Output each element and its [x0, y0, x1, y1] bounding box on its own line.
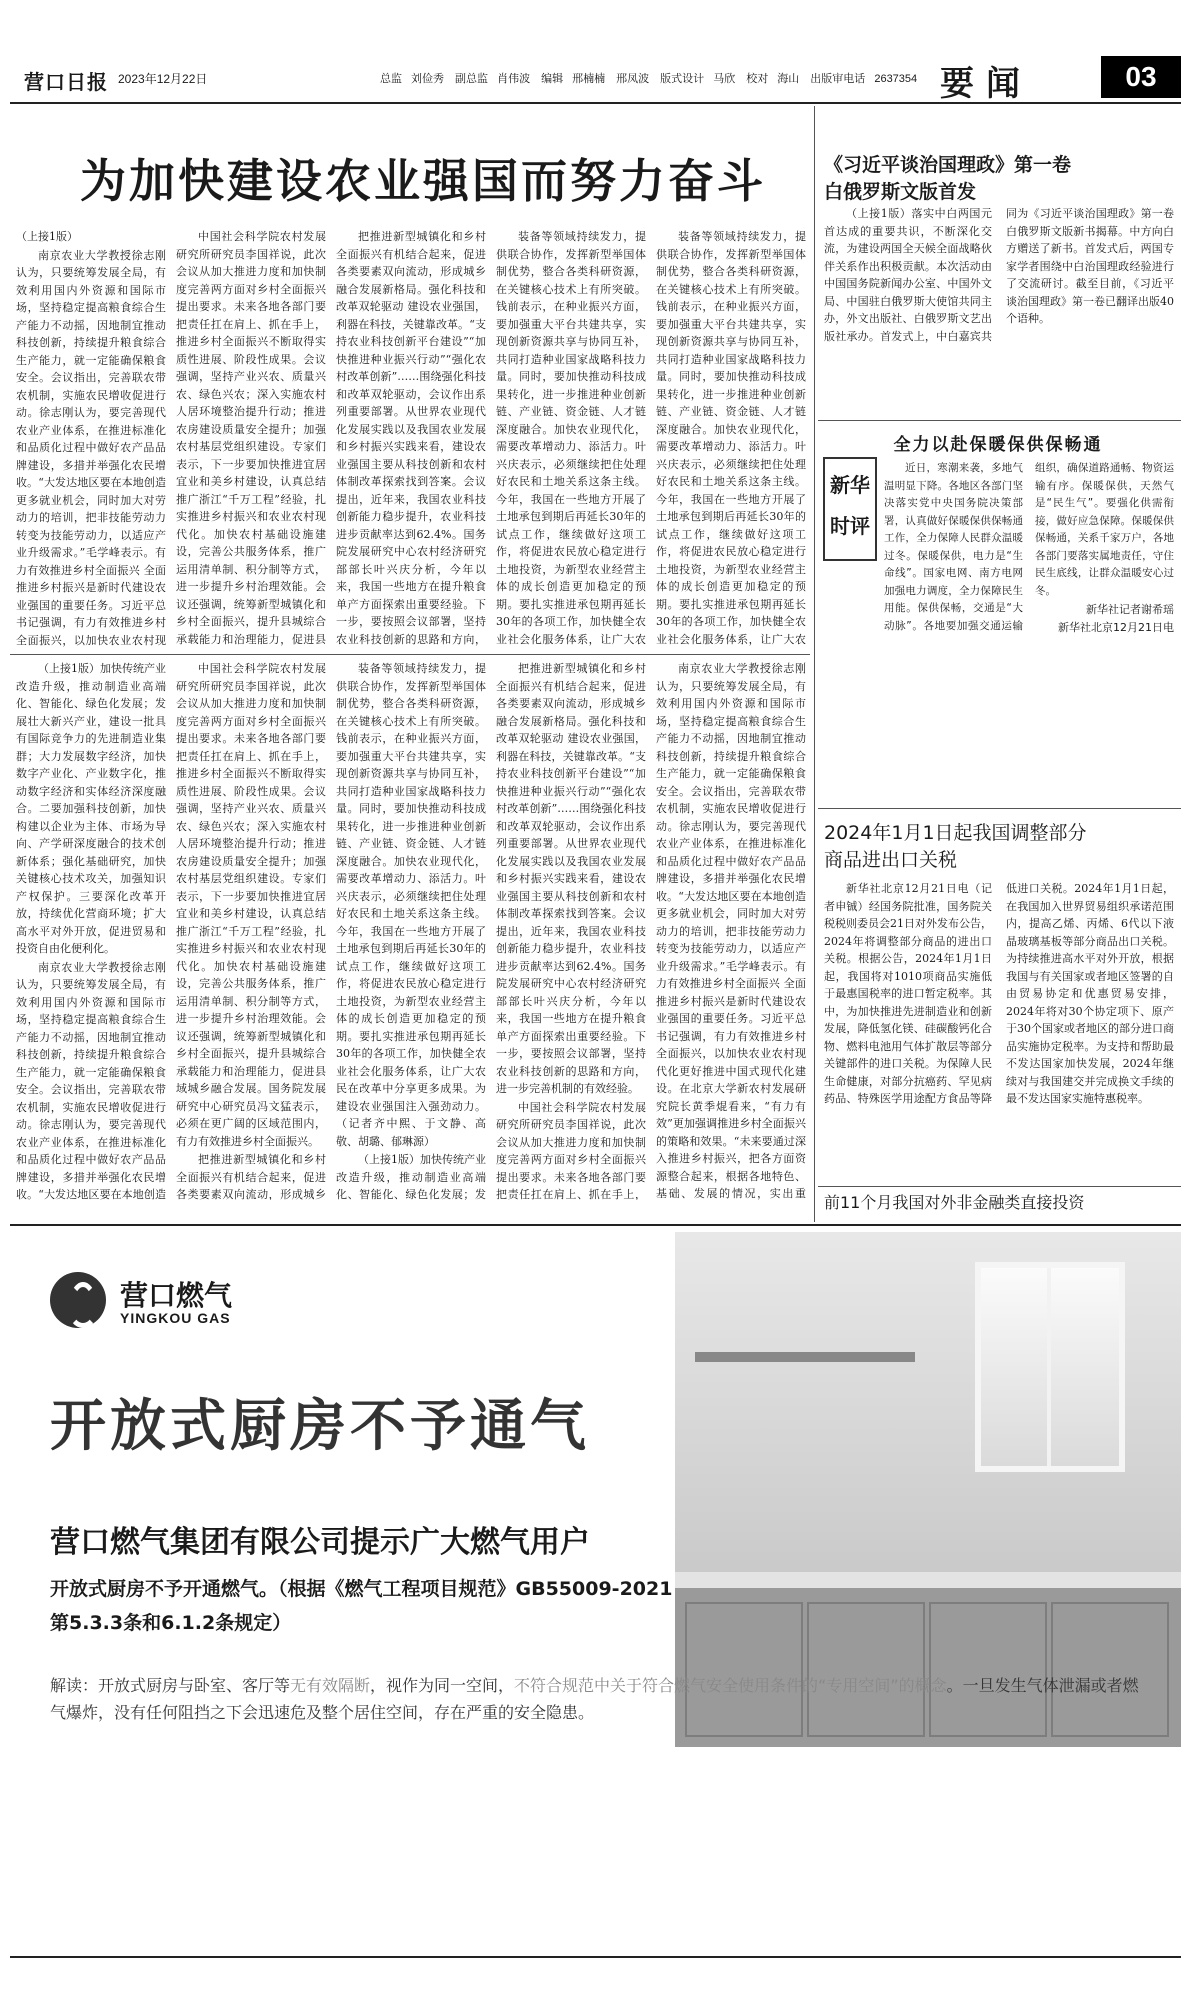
shelf-shape: [695, 1352, 915, 1362]
headline-line-2: 白俄罗斯文版首发: [824, 181, 977, 203]
article-text: 中国社会科学院农村发展研究所研究员李国祥说，此次会议从加大推进力度和加快制度完善两方面对乡村全面振兴提出要求。未来各地各部门要把责任扛在肩上、抓在手上，: [496, 1100, 646, 1200]
divider: [818, 808, 1181, 809]
article-column-5: [656, 228, 806, 648]
issue-date: 2023年12月22日: [118, 72, 208, 86]
divider: [10, 654, 810, 655]
main-headline: 为加快建设农业强国而努力奋斗: [80, 154, 766, 208]
tariff-body: [824, 880, 1174, 1180]
article-column-8: [336, 660, 486, 1200]
column-divider: [814, 106, 815, 1222]
article-text: （上接1版）加快传统产业改造升级，推动制造业高端化、智能化、绿色化发展；发: [336, 1153, 486, 1200]
article-lead: （上接1版）: [16, 230, 78, 243]
article-text: 南京农业大学教授徐志刚认为，只要统筹发展全局，有效利用国内外资源和国际市场，坚持稳定提高粮食综合生产能力不动摇，因地制宜推动科技创新，持续提升粮食综合生产能力，就一定能确保粮食安全。会议指出，完善联农带农机制，实施农民增收促进行动。徐志刚认为，要完善现代农业产业体系，在推进标准化和品质化过程中做好农产品品牌建设，多措并举强化农民增收。“大发达地区要在本地创造更多就业机会，同时加大对劳动力的培训，把非技能劳动力转变为技能劳动力，以适应产业升级需求。”毛学峰表示。有力有效推进乡村全面振兴 全面推进乡村振兴是新时代建设农业强国的重要任务。习近平总书记强调，有力有效推进乡村全面振兴，以加快农业农村现: [16, 248, 166, 647]
xinhua-commentary-badge: [823, 457, 877, 561]
right-top-headline: [824, 150, 1174, 204]
article-text: （上接1版）加快传统产业改造升级，推动制造业高端化、智能化、绿色化发展；发展壮大新兴产业，建设一批具有国际竞争力的先进制造业集群；大力发展数字经济，加快数字产业化、产业数字化，推动数字经济和实体经济深度融合。二要加强科技创新，加快构建以企业为主体、市场为导向、产学研深度融合的技术创新体系；强化基础研究，加快关键核心技术攻关，加强知识产权保护。三要深化改革开放，持续优化营商环境；扩大高水平对外开放，促进贸易和投资自由化便利化。: [16, 662, 166, 955]
article-column-4: [496, 228, 646, 648]
ad-notice: 开放式厨房不予开通燃气。（根据《燃气工程项目规范》GB55009-2021第5.3.3条和6.1.2条规定）: [50, 1578, 673, 1634]
headline-line-1: 2024年1月1日起我国调整部分: [824, 822, 1087, 844]
ad-subheadline: 营口燃气集团有限公司提示广大燃气用户: [50, 1525, 590, 1560]
article-text: 中国社会科学院农村发展研究所研究员李国祥说，此次会议从加大推进力度和加快制度完善两方面对乡村全面振兴提出要求。未来各地各部门要把责任扛在肩上、抓在手上，推进乡村全面振兴不断取得实质性进展、阶段性成果。会议强调，坚持产业兴农、质量兴农、绿色兴农；深入实施农村人居环境整治提升行动；推进农房建设质量安全提升；加强农村基层党组织建设。专家们表示，下一步要加快推进宜居宜业和美乡村建设，认真总结推广浙江“千万工程”经验，扎实推进乡村振兴和农业农村现代化。加快农村基础设施建设，完善公共服务体系，推广运用清单制、积分制等方式，进一步提升乡村治理效能。会议还强调，统筹新型城镇化和乡村全面振兴，提升县城综合承载能力和治理能力，促进县: [176, 230, 326, 646]
article-text: 南京农业大学教授徐志刚认为，只要统筹发展全局，有效利用国内外资源和国际市场，坚持稳定提高粮食综合生产能力不动摇，因地制宜推动科技创新，持续提升粮食综合生产能力，就一定能确保粮食安全。会议指出，完善联农带农机制，实施农民增收促进行动。徐志刚认为，要完善现代农业产业体系，在推进标准化和品质化过程中做好农产品品牌建设，多措并举强化农民增收。“大发达地区要在本地创造: [16, 960, 166, 1200]
flame-logo-icon: [50, 1272, 106, 1328]
headline-line-2: 商品进出口关税: [824, 849, 958, 871]
masthead: [10, 56, 1181, 104]
ad-headline: 开放式厨房不予通气: [50, 1394, 590, 1459]
page-number: 03: [1101, 56, 1181, 98]
note-text: 解读：开放式厨房与卧室、客厅等: [50, 1676, 291, 1695]
logo-chinese: 营口燃气: [120, 1279, 233, 1312]
ad-rule: [10, 1224, 1181, 1226]
window-shape: [975, 1262, 1125, 1472]
commentary-body: [884, 460, 1174, 800]
article-column-3: [336, 228, 486, 648]
commentary-author: 新华社记者谢希瑶: [1086, 603, 1174, 616]
article-text: 装备等领域持续发力，提供联合协作，发挥新型举国体制优势，整合各类科研资源，在关键核心技术上有所突破。钱前表示，在种业振兴方面，要加强重大平台共建共享，实现创新资源共享与协同互补，共同打造种业国家战略科技力量。同时，要加快推动科技成果转化，进一步推进种业创新链、产业链、资金链、人才链深度融合。加快农业现代化，需要改革增动力、添活力。叶兴庆表示，必须继续把住处理好农民和土地关系这条主线。今年，我国在一些地方开展了土地承包到期后再延长30年的试点工作，继续做好这项工作，将促进农民放心稳定进行土地投资，为新型农业经营主体的成长创造更加稳定的预期。要扎实推进承包期再延长30年的各项工作，加快健全农业社会化服务体系，让广大农: [656, 230, 806, 646]
headline-line-1: 前11个月我国对外非金融类直接投资: [824, 1193, 1085, 1212]
section-title: 要闻: [940, 64, 1032, 104]
article-column-7: [176, 660, 326, 1200]
badge-line-1: 新华: [830, 473, 870, 497]
fdi-headline: [824, 1190, 1174, 1213]
article-column-1: [16, 228, 166, 648]
article-text: 近日，寒潮来袭，多地气温明显下降。各地区各部门坚决落实党中央国务院决策部署，认真做好保暖保供保畅通工作，全力保障人民群众温暖过冬。保暖保供，电力是“生命线”。国家电网、南方电网加强电力调度，全力保障民生用能。保供保畅，交通是“大动脉”。各地要加强交通运输组织，确保道路通畅、物资运输有序。保暖保供，天然气是“民生气”。要强化供需衔接，做好应急保障。保暖保供保畅通，关系千家万户，各地各部门要落实属地责任，守住民生底线，让群众温暖安心过冬。: [884, 462, 1174, 632]
article-text: 把推进新型城镇化和乡村全面振兴有机结合起来，促进各类要素双向流动，形成城乡融合发展新格局。强化科技和改革双轮驱动 建设农业强国，利器在科技，关键靠改革。“支持农业科技创新平台建设”“加快推进种业振兴行动”“强化农村改革创新”……围绕强化科技和改革双轮驱动，会议作出系列重要部署。从世界农业现代化发展实践以及我国农业发展和乡村振兴实践来看，建设农业强国主要从科技创新和农村体制改革探索找到答案。会议提出，近年来，我国农业科技创新能力稳步提升，农业科技进步贡献率达到62.4%。国务院发展研究中心农村经济研究部部长叶兴庆分析，今年以来，我国一些地方在提升粮食单产方面探索出重要经验。下一步，要按照会议部署，坚持农业科技创新的思路和方向，进一步完善机制的有效经验。: [496, 662, 646, 1095]
article-column-9: [496, 660, 646, 1200]
note-highlight: 无有效隔断: [290, 1676, 371, 1695]
article-text: 南京农业大学教授徐志刚认为，只要统筹发展全局，有效利用国内外资源和国际市场，坚持稳定提高粮食综合生产能力不动摇，因地制宜推动科技创新，持续提升粮食综合生产能力，就一定能确保粮食安全。会议指出，完善联农带农机制，实施农民增收促进行动。徐志刚认为，要完善现代农业产业体系，在推进标准化和品质化过程中做好农产品品牌建设，多措并举强化农民增收。“大发达地区要在本地创造更多就业机会，同时加大对劳动力的培训，把非技能劳动力转变为技能劳动力，以适应产业升级需求。”毛学峰表示。有力有效推进乡村全面振兴 全面推进乡村振兴是新时代建设农业强国的重要任务。习近平总书记强调，有力有效推进乡村全面振兴，以加快农业农村现代化更好推进中国式现代化建设。在北京大学新农村发展研究院长黄季焜看来，“有力有效”更加强调推进乡村全面振兴的策略和效果。“未来要通过深入推进乡村振兴，把各方面资源整合起来，根据各地特色、基础、发展的情况，实出重: [656, 662, 806, 1200]
note-highlight: 不符合规范中关于符合燃气安全使用条件的“专用空间”的概念: [514, 1676, 947, 1695]
note-text: ，视作为同一空间，: [370, 1676, 515, 1695]
tariff-headline: [824, 818, 1174, 872]
article-text: 中国社会科学院农村发展研究所研究员李国祥说，此次会议从加大推进力度和加快制度完善两方面对乡村全面振兴提出要求。未来各地各部门要把责任扛在肩上、抓在手上，推进乡村全面振兴不断取得实质性进展、阶段性成果。会议强调，坚持产业兴农、质量兴农、绿色兴农；深入实施农村人居环境整治提升行动；推进农房建设质量安全提升；加强农村基层党组织建设。专家们表示，下一步要加快推进宜居宜业和美乡村建设，认真总结推广浙江“千万工程”经验，扎实推进乡村振兴和农业农村现代化。加快农村基础设施建设，完善公共服务体系，推广运用清单制、积分制等方式，进一步提升乡村治理效能。会议还强调，统筹新型城镇化和乡村全面振兴，提升县城综合承载能力和治理能力，促进县域城乡融合发展。国务院发展研究中心研究员冯文猛表示，必须在更广阔的区域范围内，有力有效推进乡村全面振兴。: [176, 662, 326, 1148]
right-top-body: [824, 205, 1174, 415]
article-text: （上接1版）落实中白两国元首达成的重要共识，不断深化交流，为建设两国全天候全面战略伙伴关系作出积极贡献。本次活动由中国国务院新闻办公室、中国外文局、中国驻白俄罗斯大使馆共同主办，外文出版社、白俄罗斯文艺出版社承办。首发式上，中白嘉宾共同为《习近平谈治国理政》第一卷白俄罗斯文版新书揭幕。中方向白方赠送了新书。首发式后，两国专家学者围绕中白治国理政经验进行了交流研讨。截至目前，《习近平谈治国理政》第一卷已翻译出版40个语种。: [824, 207, 1174, 343]
headline-line-1: 《习近平谈治国理政》第一卷: [824, 154, 1072, 176]
article-text: 把推进新型城镇化和乡村全面振兴有机结合起来，促进各类要素双向流动，形成城乡: [176, 1153, 326, 1200]
staff-credits: 总监 刘俭秀 副总监 肖伟波 编辑 邢楠楠 邢凤波 版式设计 马欣 校对 海山 出版审电话 2637354: [380, 73, 918, 85]
logo-english: YINGKOU GAS: [120, 1310, 231, 1326]
article-text: 装备等领域持续发力，提供联合协作，发挥新型举国体制优势，整合各类科研资源，在关键核心技术上有所突破。钱前表示，在种业振兴方面，要加强重大平台共建共享，实现创新资源共享与协同互补，共同打造种业国家战略科技力量。同时，要加快推动科技成果转化，进一步推进种业创新链、产业链、资金链、人才链深度融合。加快农业现代化，需要改革增动力、添活力。叶兴庆表示，必须继续把住处理好农民和土地关系这条主线。今年，我国在一些地方开展了土地承包到期后再延长30年的试点工作，继续做好这项工作，将促进农民放心稳定进行土地投资，为新型农业经营主体的成长创造更加稳定的预期。要扎实推进承包期再延长30年的各项工作，加快健全农业社会化服务体系，让广大农民在改革中分享更多成果。为建设农业强国注入强劲动力。（记者齐中熙、于文静、高敬、胡璐、郁琳源）: [336, 662, 486, 1148]
note-text: 。一旦发生气体泄漏或者燃气爆炸，没有任何阻挡之下会迅速危及整个居住空间，存在严重的安全隐患。: [50, 1676, 1139, 1722]
paper-name: 营口日报: [24, 70, 108, 94]
article-text: 新华社北京12月21日电（记者申铖）经国务院批准，国务院关税税则委员会21日对外发布公告，2024年将调整部分商品的进出口关税。根据公告，2024年1月1日起，我国将对1010项商品实施低于最惠国税率的进口暂定税率。其中，为加快推进先进制造业和创新发展，降低氢化镁、硅碳酸钙化合物、燃料电池用气体扩散层等部分关键部件的进口关税。为保障人民生命健康，对部分抗癌药、罕见病药品、特殊医学用途配方食品等降低进口关税。2024年1月1日起，在我国加入世界贸易组织承诺范围内，提高乙烯、丙烯、6代以下液晶玻璃基板等部分商品出口关税。为持续推进高水平对外开放，根据我国与有关国家或者地区签署的自由贸易协定和优惠贸易安排，2024年将对30个协定项下、原产于30个国家或者地区的部分进口商品实施协定税率。为支持和帮助最不发达国家加快发展，2024年继续对与我国建交并完成换文手续的最不发达国家实施特惠税率。: [824, 882, 1174, 1105]
commentary-signoff: 新华社北京12月21日电: [1058, 620, 1174, 634]
divider: [818, 420, 1181, 421]
article-text: 把推进新型城镇化和乡村全面振兴有机结合起来，促进各类要素双向流动，形成城乡融合发展新格局。强化科技和改革双轮驱动 建设农业强国，利器在科技，关键靠改革。“支持农业科技创新平台建设”“加快推进种业振兴行动”“强化农村改革创新”……围绕强化科技和改革双轮驱动，会议作出系列重要部署。从世界农业现代化发展实践以及我国农业发展和乡村振兴实践来看，建设农业强国主要从科技创新和农村体制改革探索找到答案。会议提出，近年来，我国农业科技创新能力稳步提升，农业科技进步贡献率达到62.4%。国务院发展研究中心农村经济研究部部长叶兴庆分析，今年以来，我国一些地方在提升粮食单产方面探索出重要经验。下一步，要按照会议部署，坚持农业科技创新的思路和方向，: [336, 230, 486, 646]
article-text: 装备等领域持续发力，提供联合协作，发挥新型举国体制优势，整合各类科研资源，在关键核心技术上有所突破。钱前表示，在种业振兴方面，要加强重大平台共建共享，实现创新资源共享与协同互补，共同打造种业国家战略科技力量。同时，要加快推动科技成果转化，进一步推进种业创新链、产业链、资金链、人才链深度融合。加快农业现代化，需要改革增动力、添活力。叶兴庆表示，必须继续把住处理好农民和土地关系这条主线。今年，我国在一些地方开展了土地承包到期后再延长30年的试点工作，继续做好这项工作，将促进农民放心稳定进行土地投资，为新型农业经营主体的成长创造更加稳定的预期。要扎实推进承包期再延长30年的各项工作，加快健全农业社会化服务体系，让广大农: [496, 230, 646, 646]
commentary-headline: 全力以赴保暖保供保畅通: [893, 435, 1103, 455]
bottom-rule: [10, 1956, 1181, 1958]
ad-explanation: [50, 1672, 1140, 1726]
yingkou-gas-logo: [50, 1272, 350, 1338]
badge-line-2: 时评: [830, 514, 870, 538]
divider: [818, 1186, 1181, 1187]
article-column-10: [656, 660, 806, 1200]
article-column-2: [176, 228, 326, 648]
gas-advertisement: [10, 1232, 1181, 1952]
article-column-6: [16, 660, 166, 1200]
masthead-rule: [10, 102, 1181, 104]
kitchen-photo: [675, 1232, 1181, 1747]
